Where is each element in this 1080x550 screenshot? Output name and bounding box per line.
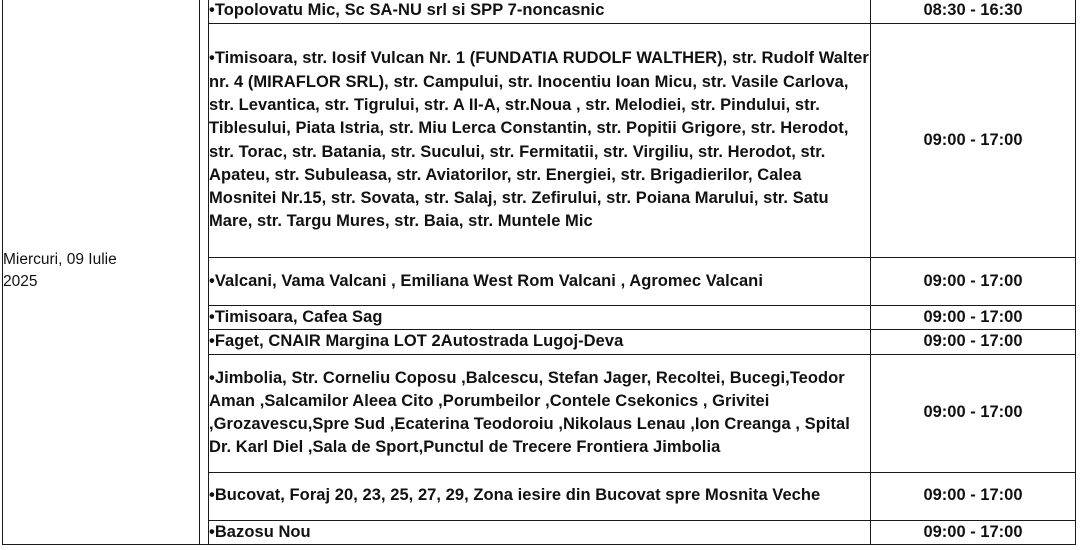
location-cell: •Jimbolia, Str. Corneliu Coposu ,Balcescu, Stefan Jager, Recoltei, Bucegi,Teodor Aman ,Salcamilor Aleea Cito ,Porumbeilor ,Contele Csekonics , Grivitei ,Grozavescu,Spre Sud ,Ecaterina Teodoroiu ,Nikolaus Lenau ,Ion Creanga , Spital Dr. Karl Diel ,Sala de Sport,Punctul de Trecere Frontiera Jimbolia [209, 354, 871, 472]
location-cell: •Bazosu Nou [209, 520, 871, 544]
interval-cell: 09:00 - 17:00 [870, 472, 1075, 520]
table-row [3, 0, 1076, 24]
day-label: Miercuri, 09 Iulie [3, 251, 117, 269]
location-cell: •Bucovat, Foraj 20, 23, 25, 27, 29, Zona iesire din Bucovat spre Mosnita Veche [209, 472, 871, 520]
interval-cell: 09:00 - 17:00 [870, 24, 1075, 258]
outage-schedule-table [2, 0, 1076, 545]
location-cell: •Faget, CNAIR Margina LOT 2Autostrada Lugoj-Deva [209, 330, 871, 354]
interval-cell: 09:00 - 17:00 [870, 258, 1075, 306]
location-cell: •Valcani, Vama Valcani , Emiliana West Rom Valcani , Agromec Valcani [209, 258, 871, 306]
day-year: 2025 [3, 273, 38, 291]
column-gap [199, 0, 208, 544]
interval-cell: 09:00 - 17:00 [870, 306, 1075, 330]
location-cell: •Topolovatu Mic, Sc SA-NU srl si SPP 7-noncasnic [209, 0, 871, 24]
location-cell: •Timisoara, Cafea Sag [209, 306, 871, 330]
interval-cell: 09:00 - 17:00 [870, 520, 1075, 544]
day-cell [3, 0, 200, 544]
interval-cell: 09:00 - 17:00 [870, 354, 1075, 472]
location-cell: •Timisoara, str. Iosif Vulcan Nr. 1 (FUNDATIA RUDOLF WALTHER), str. Rudolf Walter nr. 4 (MIRAFLOR SRL), str. Campului, str. Inocentiu Ioan Micu, str. Vasile Carlova, str. Levantica, str. Tigrului, str. A II-A, str.Noua , str. Melodiei, str. Pindului, str. Tiblesului, Piata Istria, str. Miu Lerca Constantin, str. Popitii Grigore, str. Herodot, str. Torac, str. Batania, str. Sucului, str. Fermitatii, str. Virgiliu, str. Herodot, str. Apateu, str. Subuleasa, str. Aviatorilor, str. Energiei, str. Brigadierilor, Calea Mosnitei Nr.15, str. Sovata, str. Salaj, str. Zefirului, str. Poiana Marului, str. Satu Mare, str. Targu Mures, str. Baia, str. Muntele Mic [209, 24, 871, 258]
interval-cell: 08:30 - 16:30 [870, 0, 1075, 24]
interval-cell: 09:00 - 17:00 [870, 330, 1075, 354]
